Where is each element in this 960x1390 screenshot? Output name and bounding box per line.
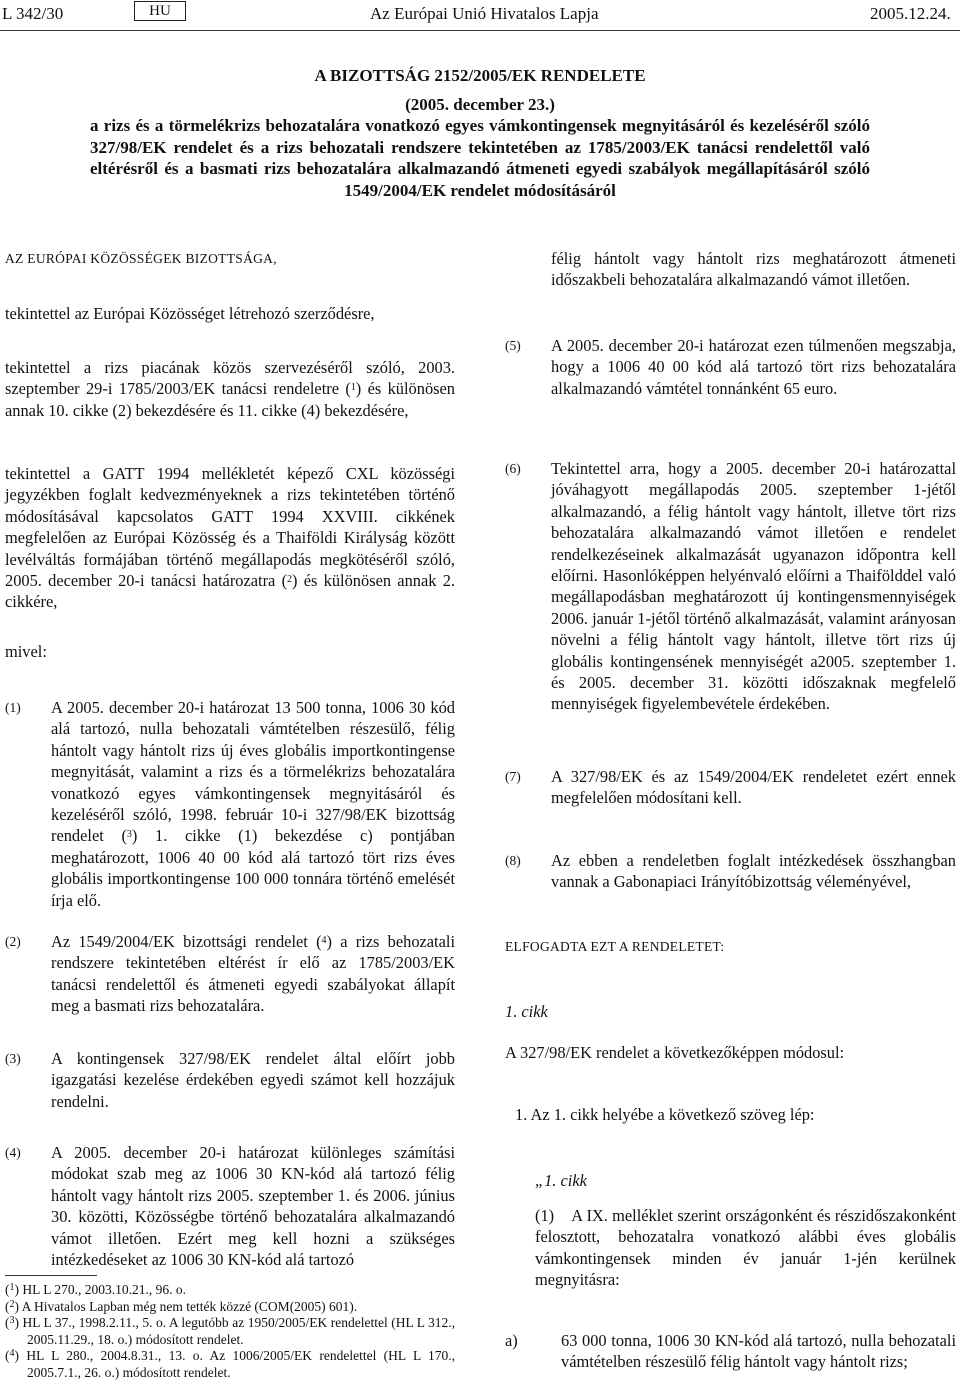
adopted-heading bbox=[505, 936, 956, 957]
language-box: HU bbox=[134, 1, 186, 21]
title-subject: a rizs és a törmelékrizs behozatalára vonatkozó egyes vámkontingensek megnyitásáról és kezeléséről szóló 327/98/EK rendelet és a rizs behozatali rendszere tekintetében az 1785/2003/EK tanácsi rendelettől való eltérésről és a basmati rizs behozatalára alkalmazandó átmeneti egyedi szabályok megállapításáról szóló 1549/2004/EK rendelet módosításáról bbox=[90, 116, 870, 200]
footnote-mark: 3 bbox=[9, 1315, 15, 1326]
title-line-1: A BIZOTTSÁG 2152/2005/EK RENDELETE bbox=[314, 66, 646, 85]
recital-2 bbox=[5, 931, 455, 1017]
regard3-a: tekintettel a GATT 1994 mellékletét képező CXL közösségi jegyzékben foglalt kedvezményeknek a rizs tekintetében történő módosításával kapcsolatos GATT 1994 XXVIII. cikkének megfelelően az Európai Közösség és a Thaiföldi Királyság között levélváltás formájában történő megállapodás megkötéséről szóló, 2005. december 20-i tanácsi határozatra ( bbox=[5, 464, 455, 591]
recital-number: (2) bbox=[5, 934, 21, 949]
recital-4-cont-text: félig hántolt vagy hántolt rizs meghatározott átmeneti időszakbeli behozatalára alkalmazandó vámot illetően. bbox=[551, 249, 956, 290]
treaty-text: tekintettel az Európai Közösséget létrehozó szerződésre, bbox=[5, 304, 375, 323]
recital-decision bbox=[5, 463, 455, 613]
recital-number: (8) bbox=[505, 853, 521, 868]
recital-1 bbox=[5, 697, 455, 911]
recital-5 bbox=[505, 335, 956, 399]
adopted-text: ELFOGADTA EZT A RENDELETET: bbox=[505, 939, 725, 954]
recital-5-text: A 2005. december 20-i határozat ezen túlmenően megszabja, hogy a 1006 40 00 kód alá tartozó tört rizs behozatalára alkalmazandó vámtétel tonnánként 65 euro. bbox=[551, 336, 956, 398]
recital-4-continued bbox=[505, 248, 956, 291]
footnote-ref-1: 1 bbox=[350, 382, 356, 394]
paragraph-1 bbox=[505, 1205, 956, 1291]
recital-3 bbox=[5, 1048, 455, 1112]
header-rule bbox=[0, 30, 960, 31]
regard3-b: ) és különösen annak 2. cikkére, bbox=[5, 571, 455, 612]
recital-2-text bbox=[51, 931, 455, 1017]
paragraph-1-text bbox=[535, 1205, 956, 1291]
whereas-text: mivel: bbox=[5, 642, 47, 661]
recital-number: (5) bbox=[505, 338, 521, 353]
r2-b: ) a rizs behozatali rendszere tekintetében eltérést ír elő az 1785/2003/EK tanácsi rendelettől és átmeneti egyedi szabályokat állapít meg a basmati rizs behozatalára. bbox=[51, 932, 455, 1016]
left-column bbox=[5, 248, 455, 269]
footnote-2: ($^2$) A Hivatalos Lapban még nem tették közzé (COM(2005) 601). bbox=[5, 1298, 358, 1314]
quoted-article-title: „1. cikk bbox=[535, 1171, 587, 1190]
footnote-text: HL L 270., 2003.10.21., 96. o. bbox=[22, 1282, 186, 1297]
footnote-mark: 4 bbox=[9, 1348, 15, 1359]
footnote-rule bbox=[5, 1275, 97, 1276]
recital-6-text: Tekintettel arra, hogy a 2005. december 20-i határozattal jóváhagyott megállapodás 2005. szeptember 1-jétől alkalmazandó, a félig hántolt vagy hántolt, illetve tört rizs behozatalára alkalmazandó vámot illetően e rendelet rendelkezéseinek alkalmazását ugyanazon időpontra kell előírni. Hasonlóképpen helyénvaló előírni a Thaifölddel való megállapodásban meghatározott új kontingensmennyiségek 2006. január 1-jétől történő alkalmazását, valamint arányosan növelni a félig hántolt vagy hántolt, illetve tört rizs új globális kontingensének mennyiségét a2005. szeptember 1. és 2005. december 31. közötti időszaknak megfelelő mennyiségek figyelembevétele érdekében. bbox=[551, 459, 956, 714]
footnotes bbox=[5, 1282, 455, 1381]
recital-number: (3) bbox=[5, 1051, 21, 1066]
title-date: (2005. december 23.) bbox=[405, 94, 555, 114]
regulation-text bbox=[5, 357, 455, 421]
footnote-1: ($^1$) HL L 270., 2003.10.21., 96. o. bbox=[5, 1282, 186, 1297]
footnote-ref-3: 3 bbox=[126, 829, 132, 841]
recital-6 bbox=[505, 458, 956, 715]
r2-a: Az 1549/2004/EK bizottsági rendelet ( bbox=[51, 932, 322, 951]
footnote-ref-4: 4 bbox=[321, 935, 327, 946]
quoted-article-heading bbox=[505, 1170, 956, 1191]
regulation-title bbox=[90, 65, 870, 201]
recital-8-text: Az ebben a rendeletben foglalt intézkedések összhangban vannak a Gabonapiaci Irányítóbizottság véleményével, bbox=[551, 851, 956, 892]
footnote-mark: 1 bbox=[9, 1282, 15, 1293]
recital-3-text: A kontingensek 327/98/EK rendelet által előírt jobb igazgatási kezelése érdekében egyedi számot kell hozzájuk rendelni. bbox=[51, 1049, 455, 1111]
footnote-text: A Hivatalos Lapban még nem tették közzé (COM(2005) 601). bbox=[21, 1298, 358, 1314]
journal-title: Az Európai Unió Hivatalos Lapja bbox=[370, 4, 599, 23]
recital-regulation bbox=[5, 357, 455, 421]
recital-8 bbox=[505, 850, 956, 893]
footnote-3: ($^3$) HL L 37., 1998.2.11., 5. o. A legutóbb az 1950/2005/EK rendelettel (HL L 312., 2005.11.29., 18. o.) módosított rendelet. bbox=[5, 1315, 455, 1347]
recital-7 bbox=[505, 766, 956, 809]
page-label: L 342/30 bbox=[2, 4, 64, 23]
regard2-b: ) és különösen annak 10. cikke (2) bekezdésére és 11. cikke (4) bekezdésére, bbox=[5, 379, 455, 420]
footnote-text: HL L 37., 1998.2.11., 5. o. A legutóbb az 1950/2005/EK rendelettel (HL L 312., 2005.11.29., 18. o.) módosított rendelet. bbox=[22, 1315, 455, 1347]
r1-a: A 2005. december 20-i határozat 13 500 tonna, 1006 30 kód alá tartozó, nulla behozatali vámtételben részesülő, félig hántolt vagy hántolt rizs új éves globális importkontingense megnyitását, valamint a rizs és a törmelékrizs behozatalára vonatkozó egyes vámkontingensek megnyitásáról és kezeléséről szóló, 1998. február 10-i 327/98/EK bizottság rendelet ( bbox=[51, 698, 455, 846]
recital-number: (6) bbox=[505, 461, 521, 476]
footnote-4: ($^4$) HL L 280., 2004.8.31., 13. o. Az 1006/2005/EK rendelettel (HL L 170., 2005.7.1., 26. o.) módosított rendelet. bbox=[5, 1348, 456, 1380]
decision-text bbox=[5, 463, 455, 613]
recital-treaty bbox=[5, 303, 455, 324]
paragraph-1-body: A IX. melléklet szerint országonként és részidőszakonként felosztott, behozatalra vonatkozó alábbi éves globális vámkontingensek minden év január 1-jén kerülnek megnyitásra: bbox=[535, 1206, 956, 1290]
point-1-text: 1. Az 1. cikk helyébe a következő szöveg lép: bbox=[515, 1105, 815, 1124]
page-header bbox=[0, 0, 960, 28]
footnote-text: HL L 280., 2004.8.31., 13. o. Az 1006/2005/EK rendelettel (HL L 170., 2005.7.1., 26. o.) módosított rendelet. bbox=[26, 1348, 456, 1380]
point-a bbox=[505, 1330, 956, 1373]
regard2-a: tekintettel a rizs piacának közös szervezéséről szóló, 2003. szeptember 29-i 1785/2003/EK tanácsi rendeletre ( bbox=[5, 358, 455, 399]
point-1 bbox=[505, 1104, 956, 1125]
recital-1-text bbox=[51, 697, 455, 911]
publication-date: 2005.12.24. bbox=[870, 4, 951, 23]
whereas bbox=[5, 641, 455, 662]
r1-b: ) 1. cikke (1) bekezdése c) pontjában meghatározott, 1006 40 00 kód alá tartozó tört rizs éves globális importkontingense 100 000 tonnára történő emelését írja elő. bbox=[51, 826, 456, 910]
article-1-title: 1. cikk bbox=[505, 1002, 548, 1021]
paragraph-number: (1) bbox=[535, 1206, 555, 1225]
recital-4 bbox=[5, 1142, 455, 1270]
point-letter: a) bbox=[505, 1331, 518, 1350]
recital-number: (4) bbox=[5, 1145, 21, 1160]
recital-7-text: A 327/98/EK és az 1549/2004/EK rendeletet ezért ennek megfelelően módosítani kell. bbox=[551, 767, 956, 808]
commission-heading: AZ EURÓPAI KÖZÖSSÉGEK BIZOTTSÁGA, bbox=[5, 251, 277, 266]
article-1-heading bbox=[505, 1001, 956, 1022]
recital-number: (7) bbox=[505, 769, 521, 784]
amendment-intro-text: A 327/98/EK rendelet a következőképpen módosul: bbox=[505, 1043, 845, 1062]
point-a-text: 63 000 tonna, 1006 30 KN-kód alá tartozó, nulla behozatali vámtételben részesülő félig hántolt vagy hántolt rizs; bbox=[561, 1331, 956, 1372]
footnote-ref-2: 2 bbox=[287, 574, 293, 586]
footnote-mark: 2 bbox=[9, 1298, 15, 1310]
amendment-intro bbox=[505, 1042, 956, 1063]
recital-4-text: A 2005. december 20-i határozat különleges számítási módokat szab meg az 1006 30 KN-kód alá tartozó félig hántolt vagy hántolt rizs 2005. szeptember 1. és 2006. június 30. közötti, Közösségbe történő behozatalára alkalmazandó vámot illetően. Ezért meg kell hozni a szükséges intézkedéseket az 1006 30 KN-kód alá tartozó bbox=[51, 1143, 455, 1270]
recital-number: (1) bbox=[5, 700, 21, 715]
